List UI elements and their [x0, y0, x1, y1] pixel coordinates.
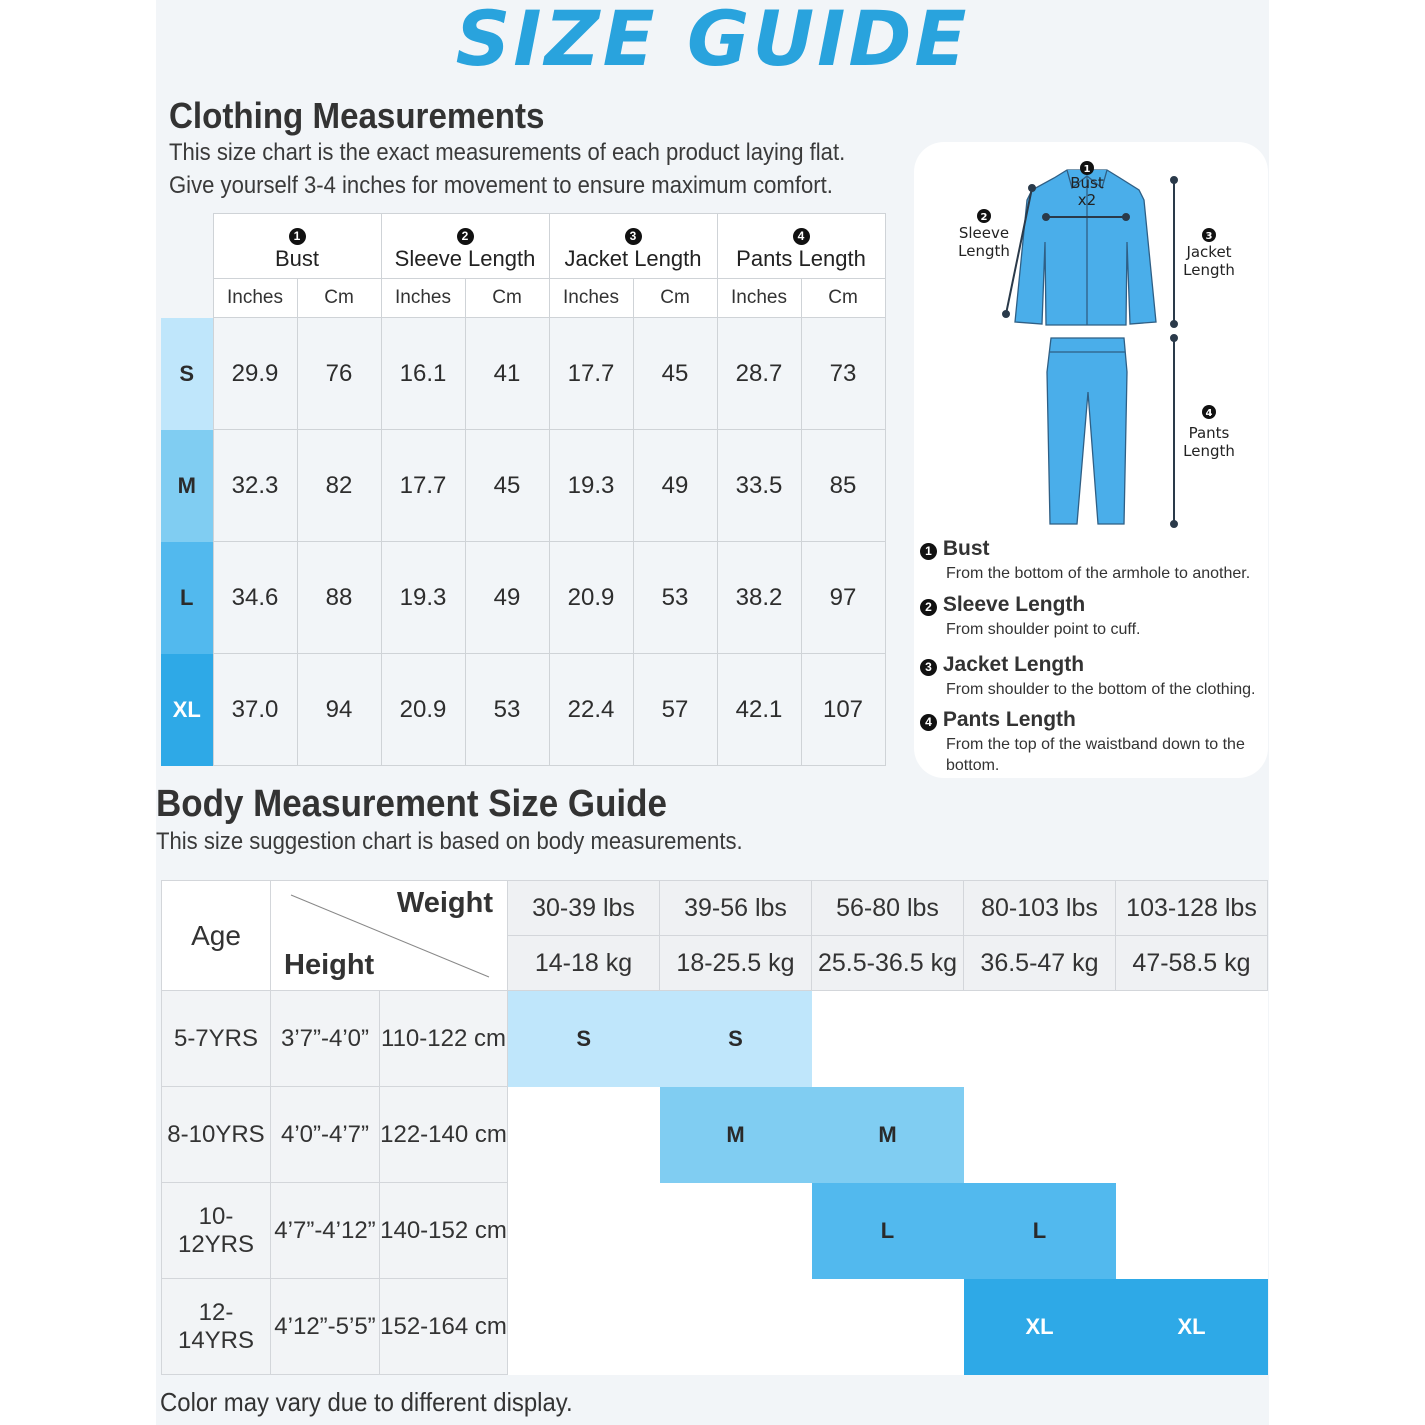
- definition-description: From the bottom of the armhole to another.: [946, 565, 1251, 582]
- table-row: [162, 1279, 1268, 1375]
- number-badge: 1: [289, 228, 306, 245]
- svg-text:3: 3: [1205, 231, 1213, 242]
- table-cell: 34.6: [213, 542, 297, 654]
- height-label: Height: [284, 949, 375, 981]
- table-cell: 85: [801, 430, 885, 542]
- table-cell: 41: [465, 318, 549, 430]
- table-cell: 49: [465, 542, 549, 654]
- column-header-label: Sleeve Length: [394, 246, 536, 271]
- table-cell: 22.4: [549, 654, 633, 766]
- empty-cell: [812, 991, 964, 1087]
- table-cell: 38.2: [717, 542, 801, 654]
- definition-pants-length: [920, 708, 1266, 776]
- unit-header: Inches: [717, 279, 801, 318]
- number-badge: 2: [920, 599, 937, 616]
- definition-description: From shoulder to the bottom of the clothing.: [946, 681, 1256, 698]
- table-cell: 107: [801, 654, 885, 766]
- unit-header: Cm: [465, 279, 549, 318]
- weight-kg-header: 47-58.5 kg: [1116, 936, 1268, 991]
- table-cell: 33.5: [717, 430, 801, 542]
- table-cell: 45: [465, 430, 549, 542]
- table-cell: 97: [801, 542, 885, 654]
- size-label: S: [161, 318, 213, 430]
- weight-lbs-header: 56-80 lbs: [812, 881, 964, 936]
- unit-header: Cm: [801, 279, 885, 318]
- table-cell: 29.9: [213, 318, 297, 430]
- empty-cell: [964, 1087, 1116, 1183]
- weight-lbs-header: 80-103 lbs: [964, 881, 1116, 936]
- number-badge: 4: [920, 714, 937, 731]
- table-corner: [161, 214, 213, 279]
- weight-lbs-header: 39-56 lbs: [660, 881, 812, 936]
- size-cell: L: [964, 1183, 1116, 1279]
- table-cell: 17.7: [549, 318, 633, 430]
- pants-diagram-label-2: Length: [1183, 442, 1235, 460]
- size-cell: XL: [1116, 1279, 1268, 1375]
- number-badge: 4: [793, 228, 810, 245]
- definition-description: From shoulder point to cuff.: [946, 621, 1141, 638]
- age-header: Age: [162, 881, 271, 991]
- empty-cell: [660, 1279, 812, 1375]
- definition-bust: [920, 537, 1266, 584]
- size-label: M: [161, 430, 213, 542]
- empty-cell: [812, 1279, 964, 1375]
- unit-header: Inches: [381, 279, 465, 318]
- height-ft-cell: 4’0”-4’7”: [271, 1087, 380, 1183]
- height-ft-cell: 4’12”-5’5”: [271, 1279, 380, 1375]
- definition-title: Bust: [942, 537, 990, 560]
- empty-cell: [964, 991, 1116, 1087]
- size-cell: L: [812, 1183, 964, 1279]
- column-header-pants-length: [717, 214, 885, 279]
- table-cell: 19.3: [549, 430, 633, 542]
- table-cell: 42.1: [717, 654, 801, 766]
- table-row: [162, 1183, 1268, 1279]
- empty-cell: [1116, 1183, 1268, 1279]
- clothing-subtitle-1: This size chart is the exact measurements of each product laying flat.: [169, 139, 846, 166]
- height-cm-cell: 152-164 cm: [380, 1279, 508, 1375]
- table-cell: 82: [297, 430, 381, 542]
- size-cell: S: [508, 991, 660, 1087]
- table-cell: 57: [633, 654, 717, 766]
- table-cell: 19.3: [381, 542, 465, 654]
- definition-title: Sleeve Length: [942, 593, 1086, 616]
- height-ft-cell: 3’7”-4’0”: [271, 991, 380, 1087]
- definition-title: Pants Length: [942, 708, 1076, 731]
- size-cell: M: [812, 1087, 964, 1183]
- unit-header: Cm: [633, 279, 717, 318]
- body-heading: Body Measurement Size Guide: [156, 783, 667, 825]
- table-row: [161, 318, 885, 430]
- table-cell: 17.7: [381, 430, 465, 542]
- number-badge: 2: [457, 228, 474, 245]
- pants-diagram-label-1: Pants: [1188, 424, 1230, 442]
- clothing-heading: Clothing Measurements: [169, 95, 545, 136]
- svg-text:4: 4: [1205, 408, 1213, 419]
- empty-cell: [1116, 991, 1268, 1087]
- table-corner: [161, 279, 213, 318]
- definition-jacket-length: [920, 653, 1266, 700]
- empty-cell: [508, 1279, 660, 1375]
- table-cell: 45: [633, 318, 717, 430]
- unit-header: Inches: [549, 279, 633, 318]
- table-cell: 88: [297, 542, 381, 654]
- weight-kg-header: 18-25.5 kg: [660, 936, 812, 991]
- weight-kg-header: 25.5-36.5 kg: [812, 936, 964, 991]
- weight-lbs-header: 103-128 lbs: [1116, 881, 1268, 936]
- table-cell: 76: [297, 318, 381, 430]
- table-cell: 53: [633, 542, 717, 654]
- weight-height-header: [271, 881, 508, 991]
- number-badge: 1: [920, 543, 937, 560]
- height-cm-cell: 110-122 cm: [380, 991, 508, 1087]
- height-cm-cell: 140-152 cm: [380, 1183, 508, 1279]
- jacket-diagram-label-1: Jacket: [1186, 243, 1232, 261]
- column-header-label: Jacket Length: [564, 246, 702, 271]
- weight-kg-header: 36.5-47 kg: [964, 936, 1116, 991]
- age-cell: 12-14YRS: [162, 1279, 271, 1375]
- bust-diagram-label: Bust: [1070, 174, 1104, 192]
- table-cell: 53: [465, 654, 549, 766]
- column-header-bust: [213, 214, 381, 279]
- table-cell: 73: [801, 318, 885, 430]
- table-cell: 49: [633, 430, 717, 542]
- column-header-jacket-length: [549, 214, 717, 279]
- size-cell: M: [660, 1087, 812, 1183]
- table-cell: 16.1: [381, 318, 465, 430]
- table-row: [161, 430, 885, 542]
- table-cell: 20.9: [549, 542, 633, 654]
- body-size-table: [161, 880, 1268, 1375]
- column-header-label: Pants Length: [736, 246, 866, 271]
- height-cm-cell: 122-140 cm: [380, 1087, 508, 1183]
- column-header-label: Bust: [274, 246, 320, 271]
- unit-header: Inches: [213, 279, 297, 318]
- definition-title: Jacket Length: [942, 653, 1085, 676]
- clothing-subtitle-2: Give yourself 3-4 inches for movement to ensure maximum comfort.: [169, 172, 833, 199]
- table-row: [161, 542, 885, 654]
- table-cell: 32.3: [213, 430, 297, 542]
- svg-text:2: 2: [980, 212, 988, 223]
- table-cell: 94: [297, 654, 381, 766]
- table-row: [162, 1087, 1268, 1183]
- table-row: [162, 991, 1268, 1087]
- jacket-diagram-label-2: Length: [1183, 261, 1235, 279]
- table-row: [161, 654, 885, 766]
- table-cell: 37.0: [213, 654, 297, 766]
- body-subtitle: This size suggestion chart is based on body measurements.: [156, 828, 743, 855]
- empty-cell: [660, 1183, 812, 1279]
- definition-description: From the top of the waistband down to the bottom.: [946, 736, 1245, 774]
- age-cell: 10-12YRS: [162, 1183, 271, 1279]
- size-label: XL: [161, 654, 213, 766]
- empty-cell: [508, 1087, 660, 1183]
- sleeve-diagram-label-1: Sleeve: [958, 224, 1010, 242]
- number-badge: 3: [625, 228, 642, 245]
- size-cell: S: [660, 991, 812, 1087]
- svg-text:1: 1: [1083, 164, 1091, 175]
- age-cell: 8-10YRS: [162, 1087, 271, 1183]
- weight-lbs-header: 30-39 lbs: [508, 881, 660, 936]
- definition-sleeve-length: [920, 593, 1266, 640]
- unit-header: Cm: [297, 279, 381, 318]
- weight-kg-header: 14-18 kg: [508, 936, 660, 991]
- number-badge: 3: [920, 659, 937, 676]
- age-cell: 5-7YRS: [162, 991, 271, 1087]
- weight-label: Weight: [396, 887, 493, 919]
- bust-x2-label: x2: [1077, 191, 1097, 209]
- height-ft-cell: 4’7”-4’12”: [271, 1183, 380, 1279]
- column-header-sleeve-length: [381, 214, 549, 279]
- empty-cell: [1116, 1087, 1268, 1183]
- size-label: L: [161, 542, 213, 654]
- table-cell: 28.7: [717, 318, 801, 430]
- table-cell: 20.9: [381, 654, 465, 766]
- sleeve-diagram-label-2: Length: [958, 242, 1010, 260]
- pajama-diagram: [914, 142, 1268, 542]
- size-cell: XL: [964, 1279, 1116, 1375]
- footer-note: Color may vary due to different display.: [160, 1387, 573, 1417]
- empty-cell: [508, 1183, 660, 1279]
- page-title: SIZE GUIDE: [455, 0, 970, 83]
- clothing-table: [161, 213, 886, 766]
